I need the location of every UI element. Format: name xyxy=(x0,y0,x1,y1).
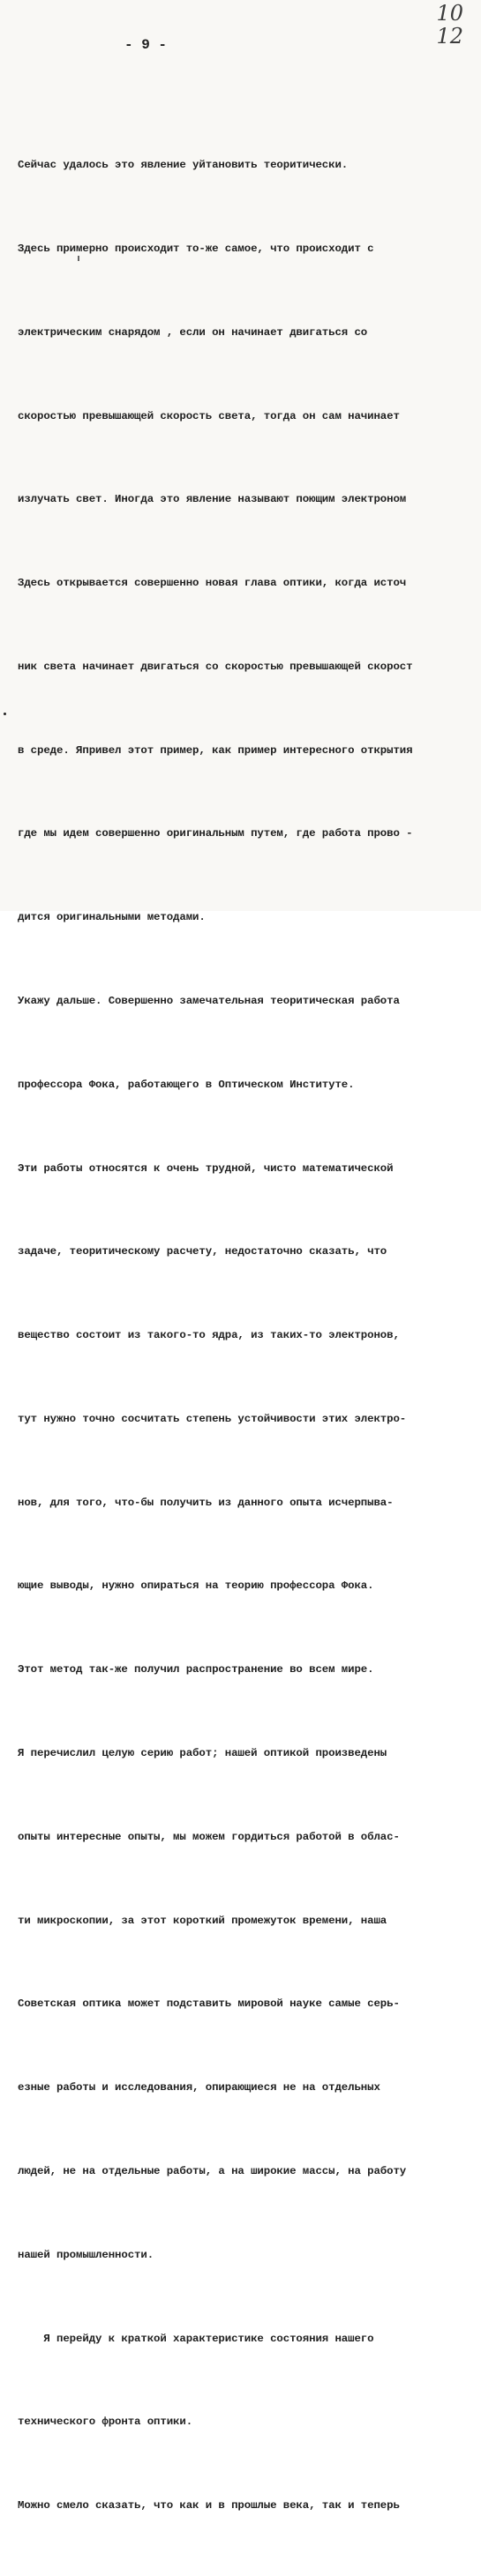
typed-text-body xyxy=(18,96,468,2576)
text-line: людей, не на отдельные работы, а на широкие массы, на работу xyxy=(18,2164,407,2177)
text-line: Сейчас удалось это явление уйтановить теоритически. xyxy=(18,159,349,172)
text-line: езные работы и исследования, опирающиеся не на отдельных xyxy=(18,2081,380,2094)
text-line: Советская оптика может подставить мировой науке самые серь- xyxy=(18,1997,400,2011)
text-line: скоростью превышающей скорость света, тогда он сам начинает xyxy=(18,409,400,422)
text-line: ющие выводы, нужно опираться на теорию профессора Фока. xyxy=(18,1579,374,1593)
text-line: электрическим снарядом , если он начинает двигаться со xyxy=(18,325,368,339)
text-line: нов, для того, что-бы получить из данного опыта исчерпыва- xyxy=(18,1496,394,1509)
text-line: дится оригинальными методами. xyxy=(18,911,206,924)
text-line: опыты интересные опыты, мы можем гордиться работой в облас- xyxy=(18,1830,400,1843)
text-line: излучать свет. Иногда это явление называют поющим электроном xyxy=(18,493,407,506)
page-number: - 9 - xyxy=(124,37,167,53)
text-line: задаче, теоритическому расчету, недостаточно сказать, что xyxy=(18,1245,387,1258)
text-line: ник света начинает двигаться со скоростью превышающей скорост xyxy=(18,660,413,673)
text-line: где мы идем совершенно оригинальным путем, где работа прово - xyxy=(18,827,413,840)
text-line: Укажу дальше. Совершенно замечательная теоритическая работа xyxy=(18,995,400,1007)
text-line: Эти работы относятся к очень трудной, чисто математической xyxy=(18,1161,394,1175)
text-line: ти микроскопии, за этот короткий промежуток времени, наша xyxy=(18,1914,387,1927)
text-line: вещество состоит из такого-то ядра, из таких-то электронов, xyxy=(18,1329,400,1342)
handwritten-number-2: 12 xyxy=(436,24,463,49)
text-line: Можно смело сказать, что как и в прошлые века, так и теперь xyxy=(18,2499,400,2513)
text-line: в среде. Япривел этот пример, как пример интересного открытия xyxy=(18,743,413,757)
text-line: Я перейду к краткой характеристике состояния нашего xyxy=(18,2332,374,2345)
handwritten-number-1: 10 xyxy=(436,1,463,26)
text-line: Здесь открывается совершенно новая глава оптики, когда источ xyxy=(18,577,407,590)
text-line: тут нужно точно сосчитать степень устойчивости этих электро- xyxy=(18,1412,407,1425)
text-line: профессора Фока, работающего в Оптическом Институте. xyxy=(18,1078,355,1091)
text-line: технического фронта оптики. xyxy=(18,2415,193,2429)
text-line: нашей промышленности. xyxy=(18,2248,154,2261)
text-line: Здесь примерно происходит то-же самое, что происходит с xyxy=(18,242,374,255)
handwritten-page-numbers xyxy=(436,2,463,48)
text-line: Этот метод так-же получил распространение во всем мире. xyxy=(18,1663,374,1676)
text-line: Я перечислил целую серию работ; нашей оптикой произведены xyxy=(18,1747,387,1760)
margin-mark xyxy=(4,713,6,715)
